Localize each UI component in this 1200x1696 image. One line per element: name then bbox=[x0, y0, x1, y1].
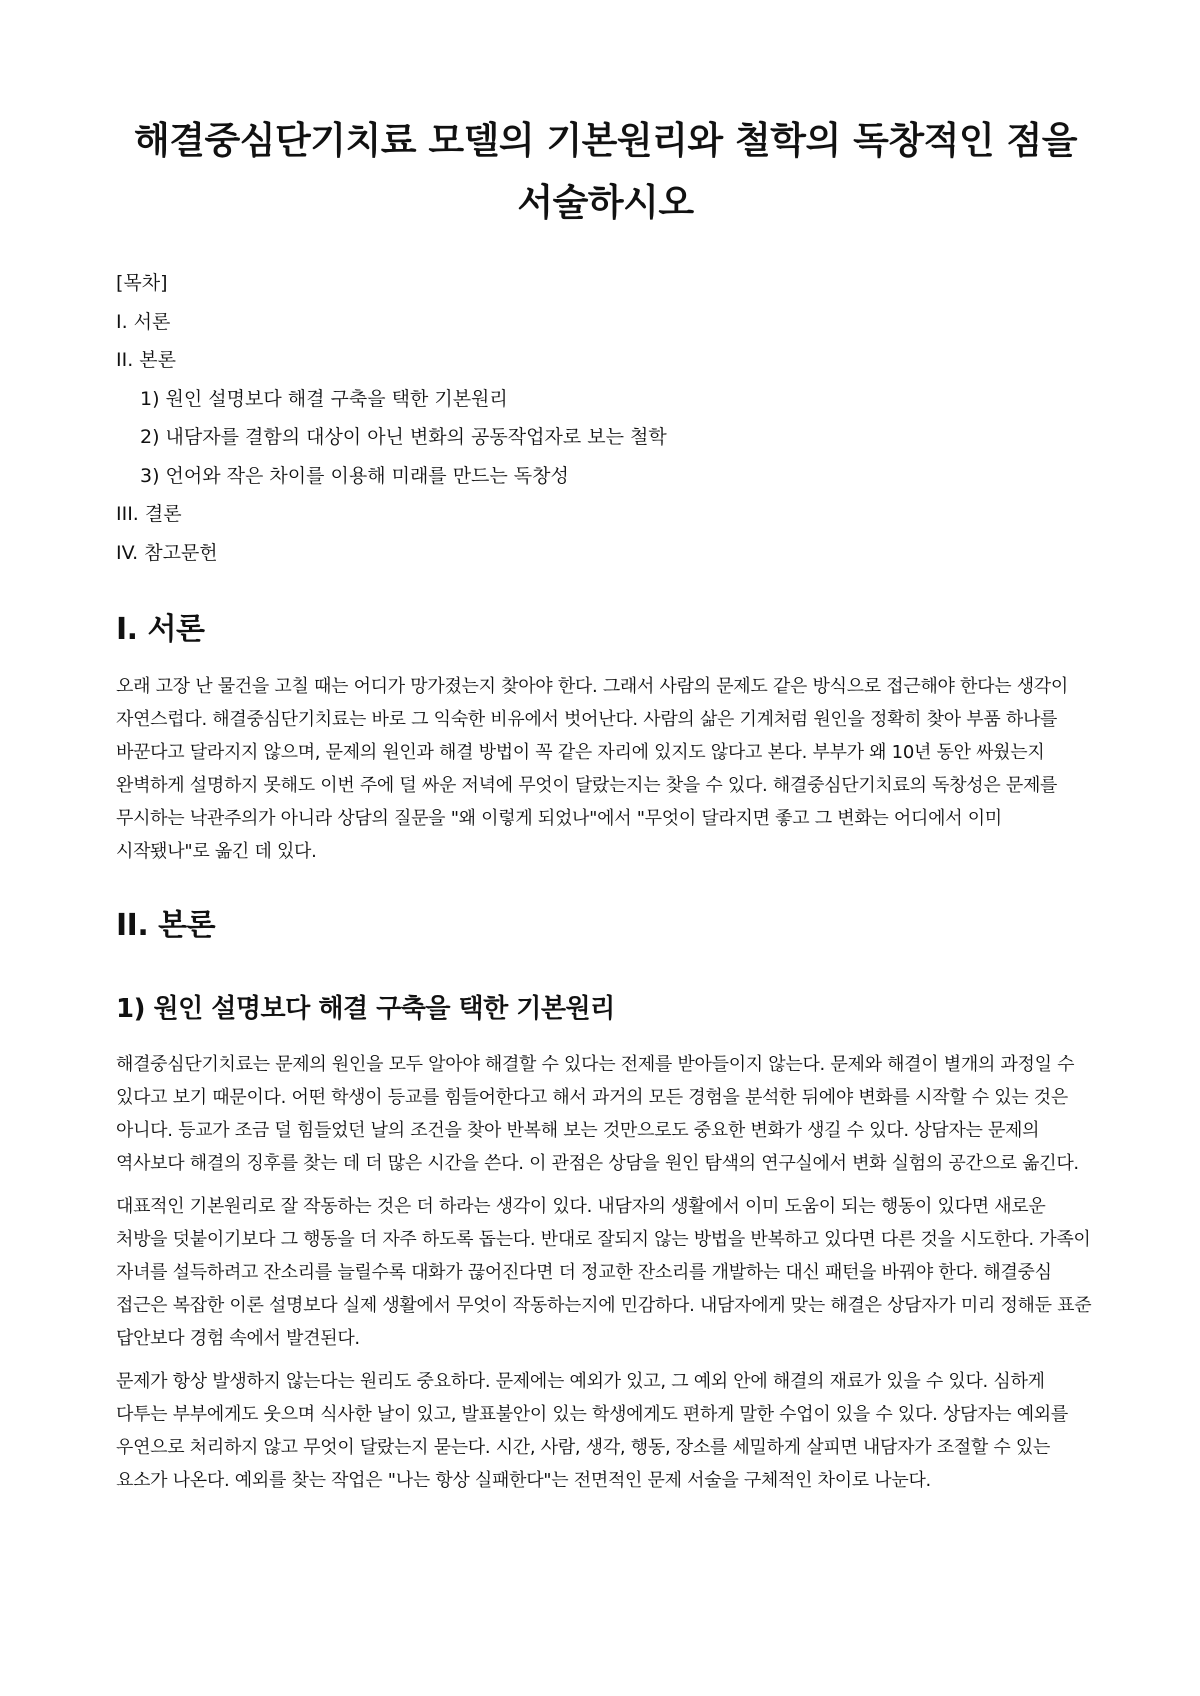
subsection-heading: 1) 원인 설명보다 해결 구축을 택한 기본원리 bbox=[116, 994, 615, 1024]
toc-item: III. 결론 bbox=[116, 503, 182, 525]
toc-subitem: 3) 언어와 작은 차이를 이용해 미래를 만드는 독창성 bbox=[140, 464, 569, 487]
toc-heading: [목차] bbox=[116, 272, 168, 294]
section-heading-intro: I. 서론 bbox=[116, 612, 205, 647]
body-paragraph: 문제가 항상 발생하지 않는다는 원리도 중요하다. 문제에는 예외가 있고, 그 예외 안에 해결의 재료가 있을 수 있다. 심하게 다투는 부부에게도 웃으며 식사한 날이 있고, 발표불안이 있는 학생에게도 편하게 말한 수업이 있을 수 있다. 상담자는 예외를 우연으로 처리하지 않고 무엇이 달랐는지 묻는다. 시간, 사람, 생각, 행동, 장소를 세밀하게 살피면 내담자가 조절할 수 있는 요소가 나온다. 예외를 찾는 작업은 "나는 항상 실패한다"는 전면적인 문제 서술을 구체적인 차이로 나눈다. bbox=[116, 1371, 1068, 1491]
document-title: 해결중심단기치료 모델의 기본원리와 철학의 독창적인 점을 서술하시오 bbox=[134, 119, 1077, 224]
toc-item: I. 서론 bbox=[116, 310, 171, 333]
body-paragraph: 대표적인 기본원리로 잘 작동하는 것은 더 하라는 생각이 있다. 내담자의 생활에서 이미 도움이 되는 행동이 있다면 새로운 처방을 덧붙이기보다 그 행동을 더 자주 하도록 돕는다. 반대로 잘되지 않는 방법을 반복하고 있다면 다른 것을 시도한다. 가족이 자녀를 설득하려고 잔소리를 늘릴수록 대화가 끊어진다면 더 정교한 잔소리를 개발하는 대신 패턴을 바꿔야 한다. 해결중심 접근은 복잡한 이론 설명보다 실제 생활에서 무엇이 작동하는지에 민감하다. 내담자에게 맞는 해결은 상담자가 미리 정해둔 표준 답안보다 경험 속에서 발견된다. bbox=[116, 1196, 1092, 1349]
table-of-contents bbox=[116, 264, 1095, 572]
toc-subitem: 1) 원인 설명보다 해결 구축을 택한 기본원리 bbox=[140, 387, 508, 410]
toc-item: IV. 참고문헌 bbox=[116, 541, 218, 564]
section-heading-body: II. 본론 bbox=[116, 908, 216, 943]
intro-paragraph: 오래 고장 난 물건을 고칠 때는 어디가 망가졌는지 찾아야 한다. 그래서 사람의 문제도 같은 방식으로 접근해야 한다는 생각이 자연스럽다. 해결중심단기치료는 바로 그 익숙한 비유에서 벗어난다. 사람의 삶은 기계처럼 원인을 정확히 찾아 부품 하나를 바꾼다고 달라지지 않으며, 문제의 원인과 해결 방법이 꼭 같은 자리에 있지도 않다고 본다. 부부가 왜 10년 동안 싸웠는지 완벽하게 설명하지 못해도 이번 주에 덜 싸운 저녁에 무엇이 달랐는지는 찾을 수 있다. 해결중심단기치료의 독창성은 문제를 무시하는 낙관주의가 아니라 상담의 질문을 "왜 이렇게 되었나"에서 "무엇이 달라지면 좋고 그 변화는 어디에서 이미 시작됐나"로 옮긴 데 있다. bbox=[116, 676, 1068, 862]
toc-subitem: 2) 내담자를 결함의 대상이 아닌 변화의 공동작업자로 보는 철학 bbox=[140, 426, 667, 448]
body-paragraph: 해결중심단기치료는 문제의 원인을 모두 알아야 해결할 수 있다는 전제를 받아들이지 않는다. 문제와 해결이 별개의 과정일 수 있다고 보기 때문이다. 어떤 학생이 등교를 힘들어한다고 해서 과거의 모든 경험을 분석한 뒤에야 변화를 시작할 수 있는 것은 아니다. 등교가 조금 덜 힘들었던 날의 조건을 찾아 반복해 보는 것만으로도 중요한 변화가 생길 수 있다. 상담자는 문제의 역사보다 해결의 징후를 찾는 데 더 많은 시간을 쓴다. 이 관점은 상담을 원인 탐색의 연구실에서 변화 실험의 공간으로 옮긴다. bbox=[116, 1054, 1079, 1174]
toc-item: II. 본론 bbox=[116, 349, 176, 371]
